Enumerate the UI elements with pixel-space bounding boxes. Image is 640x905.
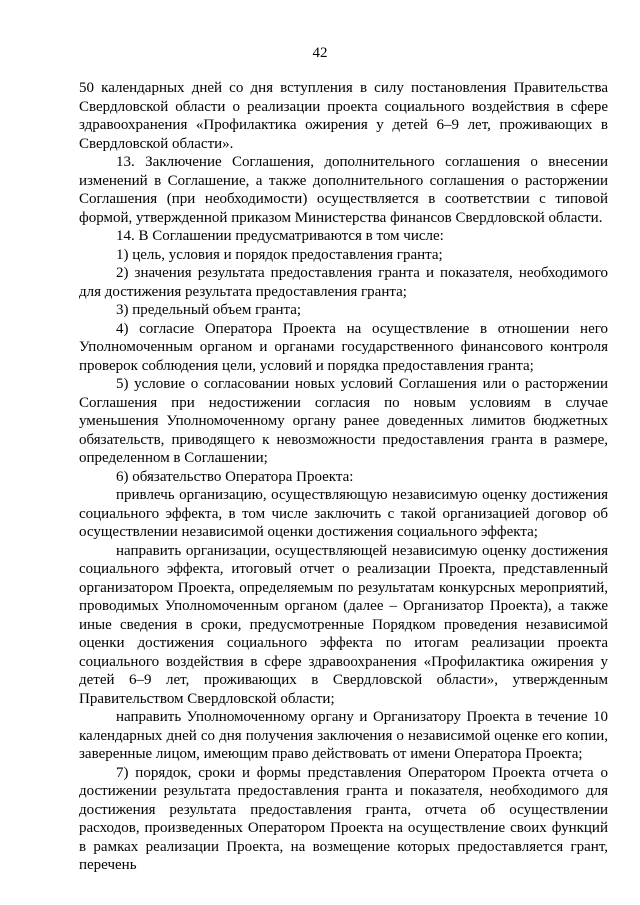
paragraph: привлечь организацию, осуществляющую независимую оценку достижения социального эффекта, в том числе заключить с такой организацией договор об осуществлении независимой оценки достижения социального эффекта;: [79, 487, 608, 540]
paragraph: 14. В Соглашении предусматриваются в том числе:: [116, 228, 444, 244]
paragraph: 50 календарных дней со дня вступления в силу постановления Правительства Свердловской области о реализации проекта социального воздействия в сфере здравоохранения «Профилактика ожирения у детей 6–9 лет, проживающих в Свердловской области».: [79, 80, 608, 152]
list-item: 7) порядок, сроки и формы представления Оператором Проекта отчета о достижении результата предоставления гранта и показателя, необходимого для достижения результата предоставления гранта, отчета об осуществлении расходов, произведенных Оператором Проекта на осуществление своих функций в рамках реализации Проекта, на возмещение которых предоставляется грант, перечень: [79, 764, 608, 873]
list-item: 3) предельный объем гранта;: [116, 302, 302, 318]
list-item: 6) обязательство Оператора Проекта:: [116, 468, 354, 485]
paragraph: направить организации, осуществляющей независимую оценку достижения социального эффекта, итоговый отчет о реализации Проекта, представленный организатором Проекта, определяемым по результатам конкурсных мероприятий, проводимых Уполномоченным органом (далее – Организатор Проекта), а также иные сведения в сроки, предусмотренные Порядком проведения независимой оценки достижения социального эффекта по итогам реализации проекта социального воздействия в сфере здравоохранения «Профилактика ожирения у детей 6–9 лет, проживающих в Свердловской области», утвержденным Правительством Свердловской области;: [79, 542, 608, 707]
list-item: 5) условие о согласовании новых условий Соглашения или о расторжении Соглашения при недостижении согласия по новым условиям в случае уменьшения Уполномоченному органу ранее доведенных лимитов бюджетных обязательств, приводящего к невозможности предоставления гранта в размере, определенном в Соглашении;: [79, 376, 608, 466]
list-item: 2) значения результата предоставления гранта и показателя, необходимого для достижения результата предоставления гранта;: [79, 265, 608, 300]
list-item: 4) согласие Оператора Проекта на осуществление в отношении него Уполномоченным органом и органами государственного финансового контроля проверок соблюдения цели, условий и порядка предоставления гранта;: [79, 320, 608, 374]
paragraph: 13. Заключение Соглашения, дополнительного соглашения о внесении изменений в Соглашение, а также дополнительного соглашения о расторжении Соглашения (при необходимости) осуществляется в соответствии с типовой формой, утвержденной приказом Министерства финансов Свердловской области.: [79, 154, 608, 226]
list-item: 1) цель, условия и порядок предоставления гранта;: [116, 246, 443, 263]
document-body: [79, 79, 608, 875]
paragraph: направить Уполномоченному органу и Организатору Проекта в течение 10 календарных дней со дня получения заключения о независимой оценке его копии, заверенные лицом, имеющим право действовать от имени Оператора Проекта;: [79, 709, 608, 762]
page-number: 42: [312, 45, 328, 61]
